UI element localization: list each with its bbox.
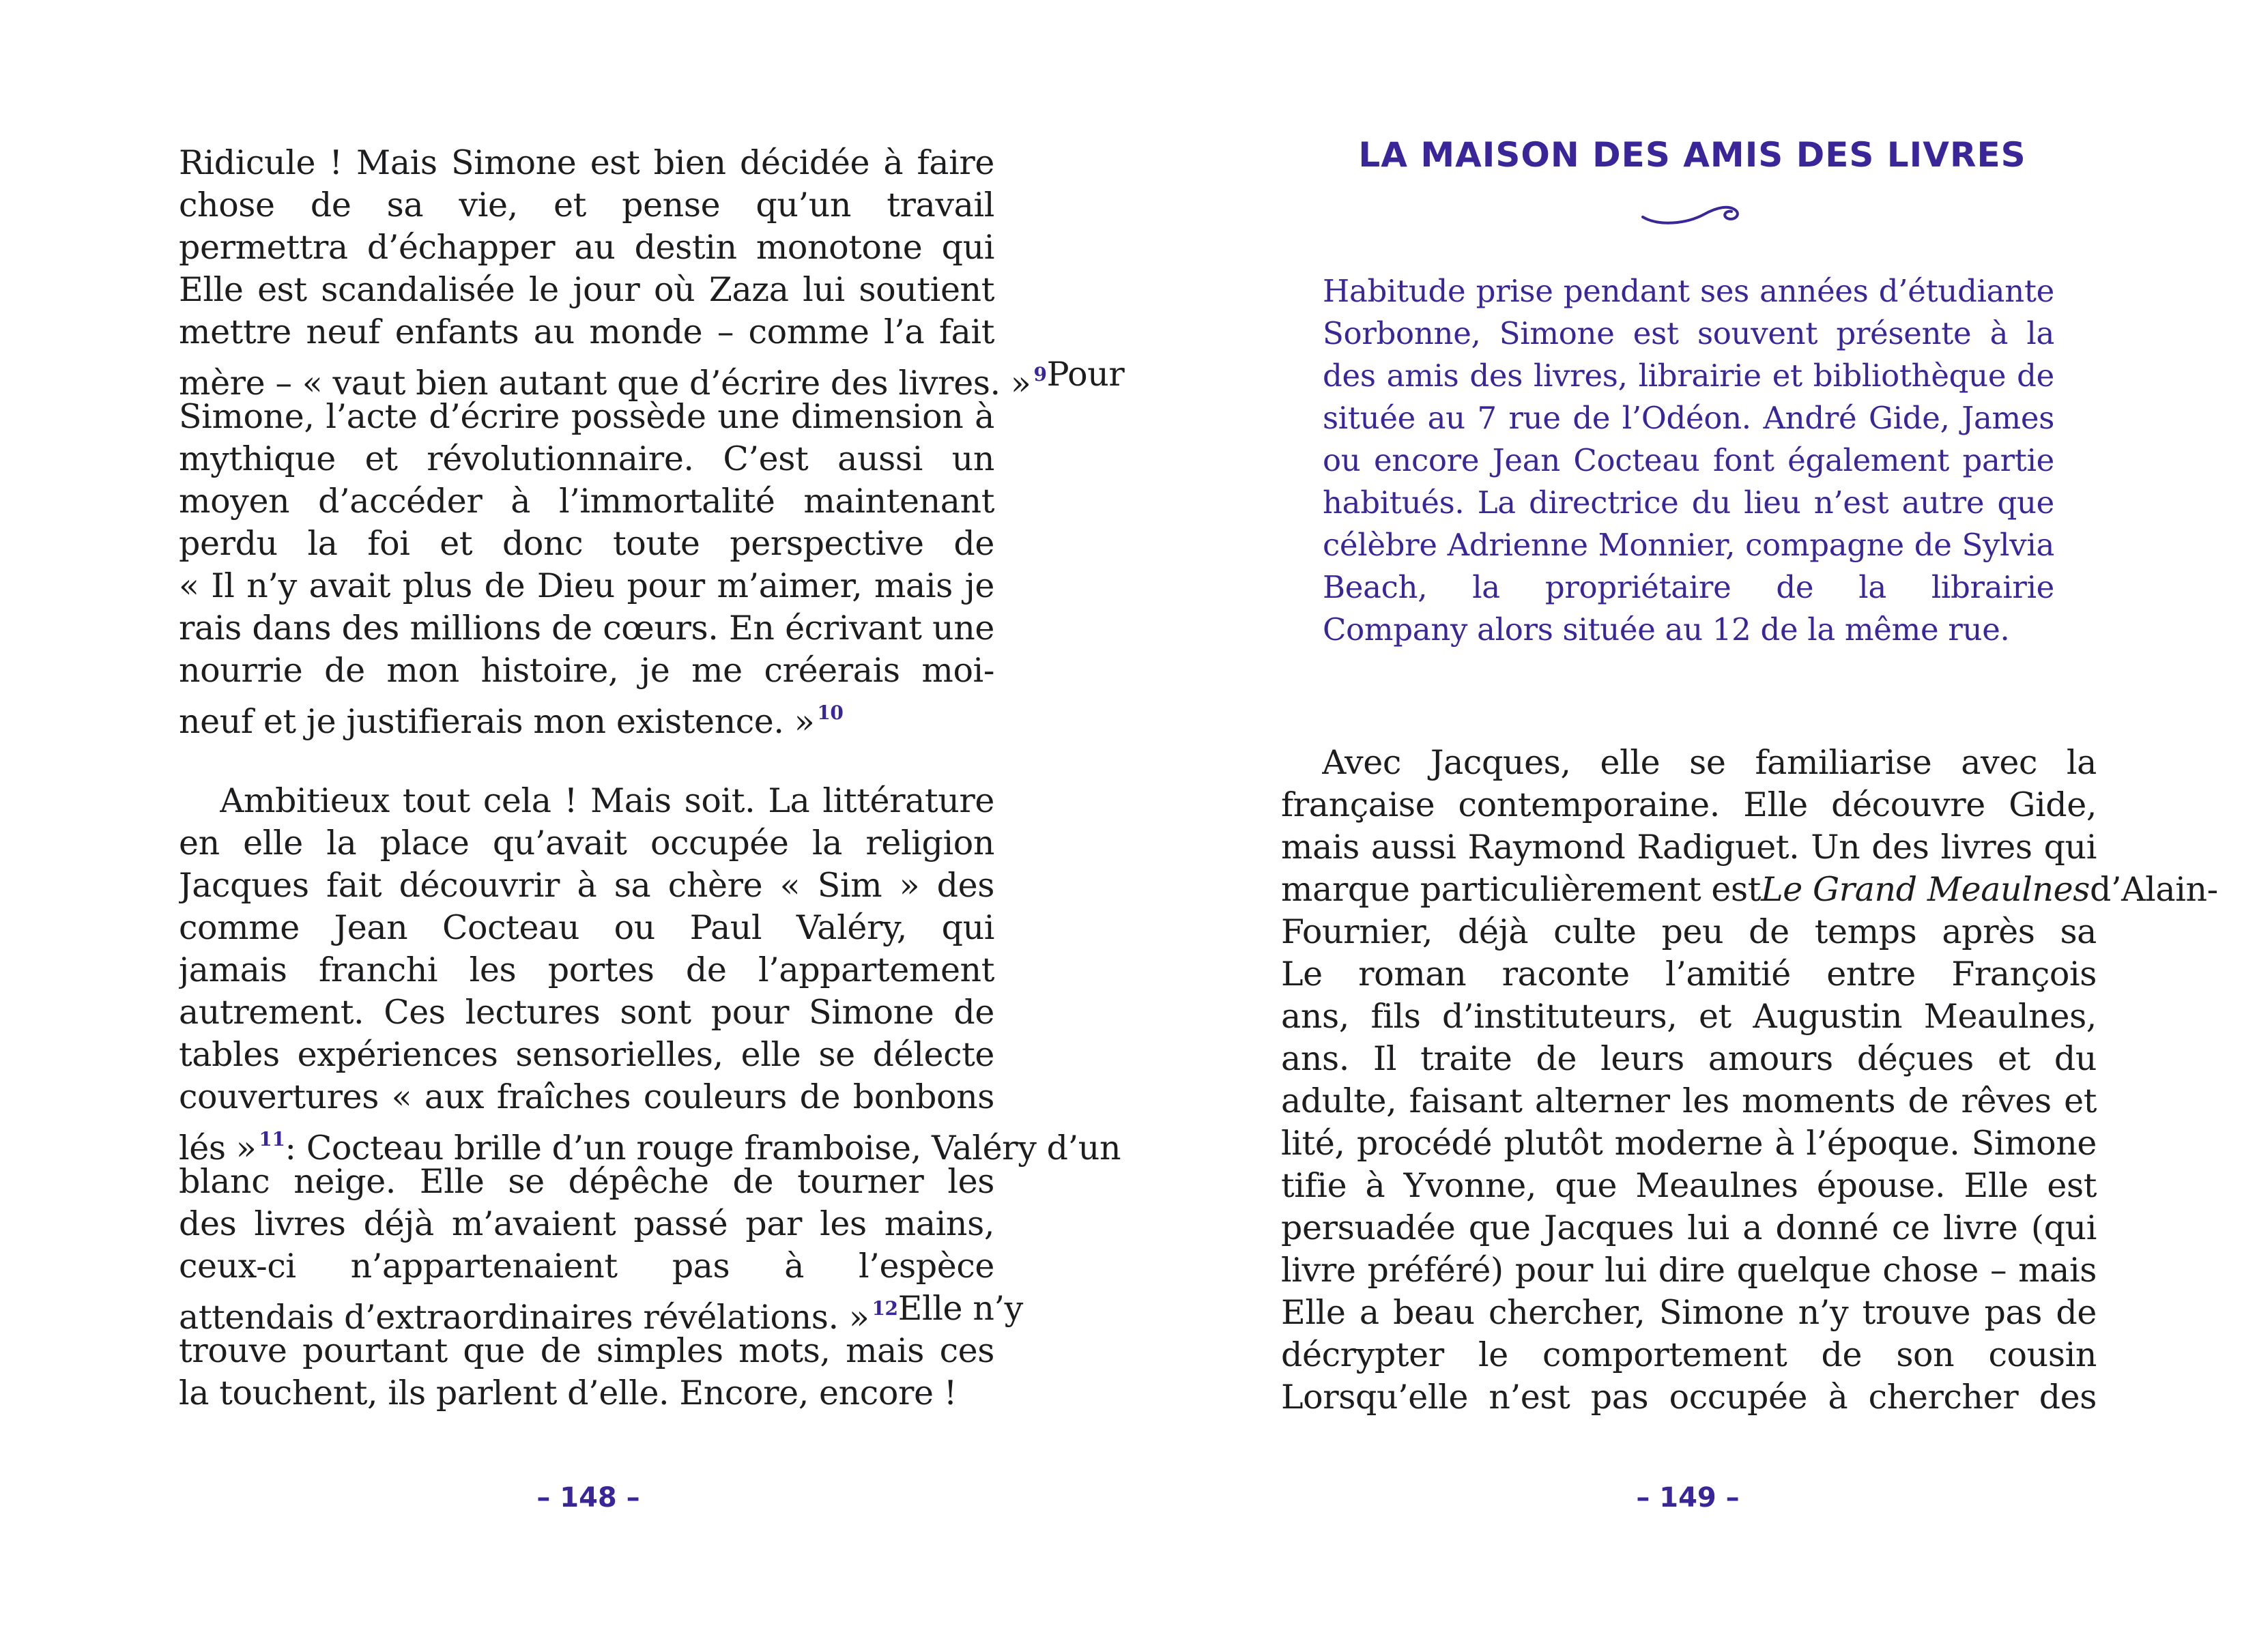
sidebar-title: LA MAISON DES AMIS DES LIVRES [1358,135,2026,175]
text-line: décrypter le comportement de son cousin [1281,1335,2097,1374]
text-line: Jacques fait découvrir à sa chère « Sim » des [179,866,994,905]
text-line: Le roman raconte l’amitié entre François [1281,955,2097,994]
sidebar-line: Beach, la propriétaire de la librairie [1323,569,2054,605]
flourish-ornament [1639,197,1748,231]
page-number: – 148 – [536,1482,640,1513]
text-line: ans. Il traite de leurs amours déçues et du [1281,1039,2097,1078]
text-line: tables expériences sensorielles, elle se délecte [179,1035,994,1074]
sidebar-line: située au 7 rue de l’Odéon. André Gide, James [1323,400,2054,436]
footnote-ref: 12 [872,1297,898,1320]
sidebar-line: célèbre Adrienne Monnier, compagne de Sylvia [1323,527,2054,563]
text-line: trouve pourtant que de simples mots, mais ces [179,1331,994,1370]
text-line: moyen d’accéder à l’immortalité maintenant [179,482,994,521]
text-fragment: mère – « vaut bien autant que d’écrire des livres. » [179,364,1031,403]
text-line: en elle la place qu’avait occupée la religion [179,824,994,863]
text-line [1281,869,2218,911]
sidebar-line: des amis des livres, librairie et bibliothèque de [1323,358,2054,394]
text-line: jamais franchi les portes de l’appartement [179,951,994,989]
text-line: mais aussi Raymond Radiguet. Un des livres qui [1281,828,2097,867]
text-line: perdu la foi et donc toute perspective de [179,524,994,563]
sidebar-line: Company alors située au 12 de la même rue. [1323,611,2010,648]
sidebar-line: habitués. La directrice du lieu n’est autre que [1323,484,2054,521]
text-line: tifie à Yvonne, que Meaulnes épouse. Elle est [1281,1166,2097,1205]
footnote-ref: 11 [259,1128,285,1150]
text-line [179,692,994,743]
text-line: comme Jean Cocteau ou Paul Valéry, qui [179,908,994,947]
text-fragment: attendais d’extraordinaires révélations. » [179,1298,869,1337]
text-line: Lorsqu’elle n’est pas occupée à chercher des [1281,1378,2097,1417]
text-line: lité, procédé plutôt moderne à l’époque. Simone [1281,1124,2097,1163]
text-fragment: marque particulièrement est [1281,870,1762,909]
text-line: Ridicule ! Mais Simone est bien décidée à faire [179,143,994,182]
text-line: la touchent, ils parlent d’elle. Encore, encore ! [179,1374,958,1412]
footnote-ref: 9 [1033,363,1047,386]
text-line: ans, fils d’instituteurs, et Augustin Meaulnes, [1281,997,2097,1036]
text-fragment: : Cocteau brille d’un rouge framboise, Valéry d’un [285,1129,1121,1168]
page-number: – 149 – [1636,1482,1740,1513]
text-line: blanc neige. Elle se dépêche de tourner les [179,1162,994,1201]
text-line: nourrie de mon histoire, je me créerais moi- [179,651,994,690]
text-line: Elle a beau chercher, Simone n’y trouve pas de [1281,1293,2097,1332]
text-line: couvertures « aux fraîches couleurs de bonbons [179,1077,994,1116]
text-line: mythique et révolutionnaire. C’est aussi un [179,439,994,478]
text-line: permettra d’échapper au destin monotone qui [179,228,994,267]
text-line: rais dans des millions de cœurs. En écrivant une [179,609,994,648]
right-page [1128,0,2256,1652]
text-line: Avec Jacques, elle se familiarise avec la [1322,743,2097,782]
text-line: livre préféré) pour lui dire quelque chose – mais [1281,1251,2097,1290]
sidebar-line: Sorbonne, Simone est souvent présente à la [1323,315,2054,351]
text-fragment: Pour [1046,355,1125,394]
text-fragment: neuf et je justifierais mon existence. » [179,702,815,741]
text-line: chose de sa vie, et pense qu’un travail [179,186,994,224]
text-fragment: lés » [179,1129,257,1168]
text-fragment: d’Alain- [2089,870,2218,909]
left-page [0,0,1128,1652]
footnote-ref: 10 [817,701,844,724]
text-line: des livres déjà m’avaient passé par les mains, [179,1204,994,1243]
text-line: autrement. Ces lectures sont pour Simone de [179,993,994,1032]
text-line: « Il n’y avait plus de Dieu pour m’aimer, mais je [179,566,994,605]
text-line: française contemporaine. Elle découvre Gide, [1281,785,2097,824]
text-line: Ambitieux tout cela ! Mais soit. La littérature [220,781,994,820]
text-fragment: Elle n’y [897,1289,1023,1328]
sidebar-line: Habitude prise pendant ses années d’étudiante [1323,273,2054,309]
text-line: Simone, l’acte d’écrire possède une dimension à [179,397,994,436]
text-line: adulte, faisant alterner les moments de rêves et [1281,1082,2097,1120]
text-line: persuadée que Jacques lui a donné ce livre (qui [1281,1208,2097,1247]
sidebar-line: ou encore Jean Cocteau font également partie [1323,442,2054,478]
text-line: ceux-ci n’appartenaient pas à l’espèce [179,1247,994,1286]
text-line: Fournier, déjà culte peu de temps après sa [1281,912,2097,951]
book-title: Le Grand Meaulnes [1761,870,2090,909]
text-line: Elle est scandalisée le jour où Zaza lui soutient [179,270,994,309]
text-line: mettre neuf enfants au monde – comme l’a fait [179,313,994,351]
